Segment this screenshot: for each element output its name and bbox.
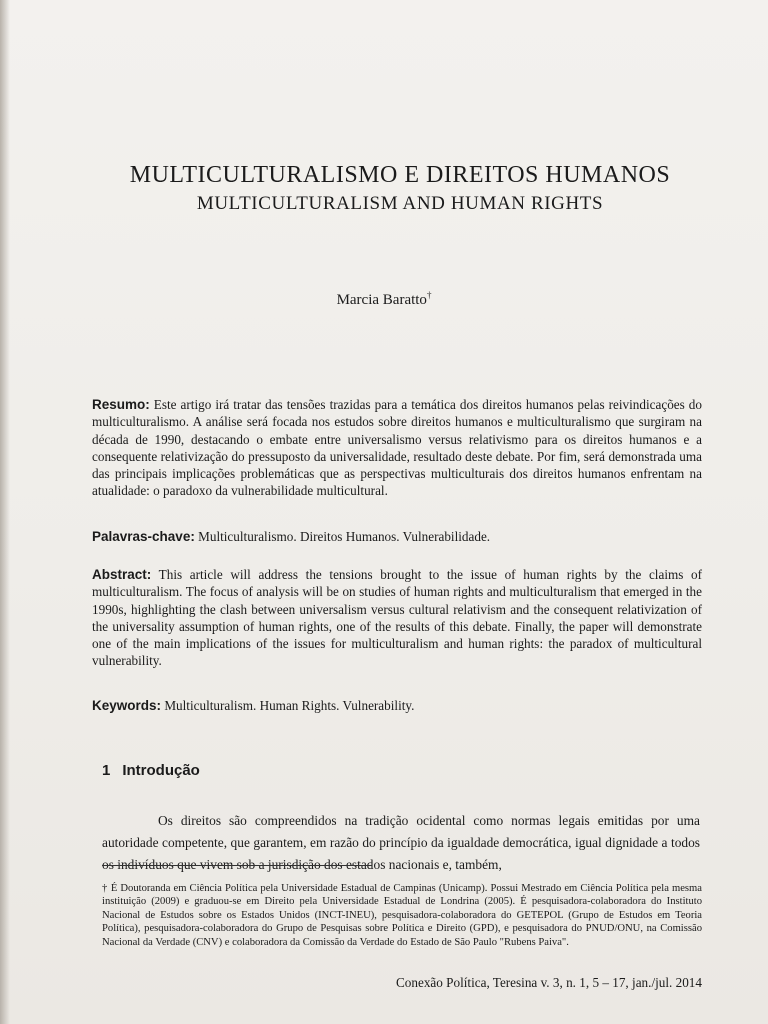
footnote-divider [102,865,372,866]
resumo-label: Resumo: [92,397,150,413]
section-number: 1 [102,762,111,779]
abstract-label: Abstract: [92,567,152,583]
section-heading [102,762,200,779]
keywords-label: Keywords: [92,698,162,714]
title-portuguese: MULTICULTURALISMO E DIREITOS HUMANOS [129,162,671,188]
abstract-paragraph [92,566,702,669]
intro-paragraph: Os direitos são compreendidos na tradição ocidental como normas legais emitidas por uma autoridade competente, que garantem, em razão do princípio da igualdade democrática, igual dignidade a todos os indivíduos que vivem sob a jurisdição dos estados nacionais e, também, [102,813,700,873]
abstract-text: This article will address the tensions brought to the issue of human rights by the claims of multiculturalism. The focus of analysis will be on studies of human rights and multiculturalism that emerged in the 1990s, highlighting the clash between universalism versus cultural relativism and the consequent relativization of the universality assumption of human rights, one of the results of this debate. Finally, the paper will demonstrate one of the main implications of the issues for multiculturalism and human rights: the paradox of multicultural vulnerability. [92,567,703,669]
section-title: Introdução [122,762,200,779]
author-line [0,290,768,309]
resumo-paragraph [92,396,702,499]
author-footnote-mark: † [426,290,432,300]
resumo-text: Este artigo irá tratar das tensões trazidas para a temática dos direitos humanos pelas reivindicações do multiculturalismo. A análise será focada nos estudos sobre direitos humanos e multiculturalismo que surgiram na década de 1990, destacando o embate entre universalismo versus relativismo para os direitos humanos e a consequente relativização do pressuposto da universalidade, resultado deste debate. Por fim, será demonstrada uma das principais implicações problemáticas que as perspectivas multiculturais dos direitos humanos enfrentam na atualidade: o paradoxo da vulnerabilidade multicultural. [92,397,702,499]
palavras-chave-line [92,528,702,545]
title-english: MULTICULTURALISM AND HUMAN RIGHTS [196,193,604,214]
footnote-text: É Doutoranda em Ciência Política pela Universidade Estadual de Campinas (Unicamp). Possui Mestrado em Ciência Política pela mesma instituição (2009) e graduou-se em Direito pela Universidade Estadual de Londrina (2005). É pesquisadora-colaboradora do Instituto Nacional de Estudos sobre os Estados Unidos (INCT-INEU), pesquisadora-colaboradora do GETEPOL (Grupo de Estudos em Teoria Política), pesquisadora-colaboradora do Grupo de Pesquisas sobre Política e Direito (GPD), e pesquisadora do PNUD/ONU, na Comissão Nacional da Verdade (CNV) e colaboradora da Comissão da Verdade do Estado de São Paulo "Rubens Paiva". [102,882,702,948]
footnote [102,882,702,950]
palavras-chave-text: Multiculturalismo. Direitos Humanos. Vulnerabilidade. [198,529,491,545]
footnote-mark: † [102,882,108,894]
journal-citation: Conexão Política, Teresina v. 3, n. 1, 5 – 17, jan./jul. 2014 [395,975,702,990]
author-name: Marcia Baratto [336,292,427,308]
keywords-text: Multiculturalism. Human Rights. Vulnerability. [164,698,415,714]
keywords-line [92,697,702,714]
palavras-chave-label: Palavras-chave: [92,529,195,545]
title-block [90,160,710,216]
